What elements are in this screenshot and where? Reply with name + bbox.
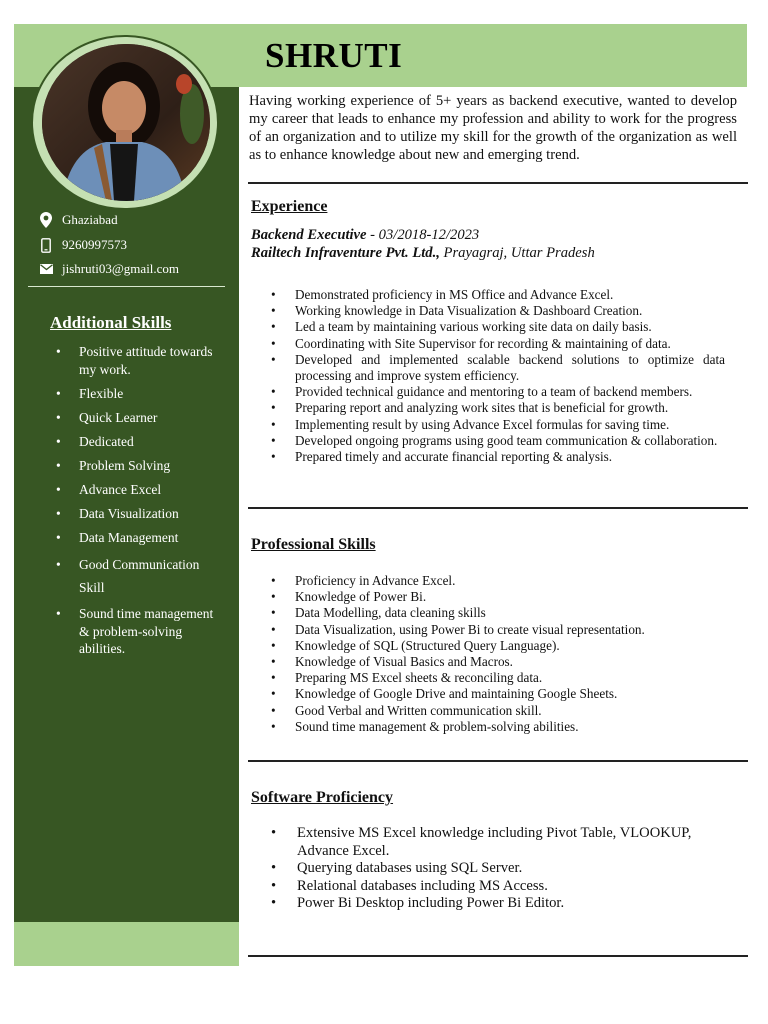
- profile-photo: [42, 44, 210, 201]
- list-item: • Extensive MS Excel knowledge including Pivot Table, VLOOKUP, Advance Excel.: [271, 825, 719, 860]
- list-item: • Data Visualization: [56, 505, 226, 523]
- location-text: Ghaziabad: [62, 212, 118, 227]
- software-proficiency-title: Software Proficiency: [251, 789, 394, 806]
- contact-phone: [38, 237, 127, 253]
- experience-list: [271, 287, 725, 465]
- list-item: • Working knowledge in Data Visualization & Dashboard Creation.: [271, 303, 725, 319]
- mail-icon: [38, 264, 54, 274]
- additional-skills-list: [56, 343, 226, 664]
- job-dates: - 03/2018-12/2023: [366, 227, 480, 243]
- section-divider: [248, 507, 748, 509]
- location-pin-icon: [38, 212, 54, 228]
- list-item: • Demonstrated proficiency in MS Office and Advance Excel.: [271, 287, 725, 303]
- list-item: • Implementing result by using Advance Excel formulas for saving time.: [271, 417, 725, 433]
- professional-skills-title: Professional Skills: [251, 536, 376, 553]
- section-divider: [248, 955, 748, 957]
- list-item: • Knowledge of Google Drive and maintaining Google Sheets.: [271, 686, 725, 702]
- list-item: • Relational databases including MS Access.: [271, 878, 719, 896]
- job-role: Backend Executive: [251, 227, 367, 243]
- list-item: • Knowledge of Visual Basics and Macros.: [271, 654, 725, 670]
- list-item: • Data Visualization, using Power Bi to create visual representation.: [271, 622, 725, 638]
- list-item: • Advance Excel: [56, 481, 226, 499]
- section-divider: [248, 182, 748, 184]
- list-item: • Preparing MS Excel sheets & reconciling data.: [271, 670, 725, 686]
- list-item: • Prepared timely and accurate financial reporting & analysis.: [271, 449, 725, 465]
- section-divider: [248, 760, 748, 762]
- list-item: • Good Communication Skill: [56, 553, 226, 599]
- list-item: • Good Verbal and Written communication skill.: [271, 703, 725, 719]
- list-item: • Preparing report and analyzing work sites that is beneficial for growth.: [271, 400, 725, 416]
- company-name: Railtech Infraventure Pvt. Ltd.,: [251, 245, 440, 261]
- contact-email: [38, 261, 179, 277]
- list-item: • Led a team by maintaining various working site data on daily basis.: [271, 319, 725, 335]
- experience-title: Experience: [251, 198, 328, 215]
- list-item: • Querying databases using SQL Server.: [271, 860, 719, 878]
- list-item: • Provided technical guidance and mentoring to a team of backend members.: [271, 384, 725, 400]
- list-item: • Quick Learner: [56, 409, 226, 427]
- list-item: • Data Management: [56, 529, 226, 547]
- email-text[interactable]: jishruti03@gmail.com: [62, 261, 180, 276]
- phone-text: 9260997573: [62, 237, 127, 252]
- list-item: • Dedicated: [56, 433, 226, 451]
- list-item: • Sound time management & problem-solving abilities.: [56, 605, 226, 658]
- list-item: • Knowledge of Power Bi.: [271, 589, 725, 605]
- list-item: • Flexible: [56, 385, 226, 403]
- list-item: • Positive attitude towards my work.: [56, 343, 226, 378]
- list-item: • Power Bi Desktop including Power Bi Editor.: [271, 895, 719, 913]
- list-item: • Proficiency in Advance Excel.: [271, 573, 725, 589]
- list-item: • Sound time management & problem-solving abilities.: [271, 719, 725, 735]
- candidate-name: SHRUTI: [265, 36, 403, 75]
- list-item: • Coordinating with Site Supervisor for recording & maintaining of data.: [271, 336, 725, 352]
- list-item: • Developed and implemented scalable backend solutions to optimize data processing and improve system efficiency.: [271, 352, 725, 384]
- additional-skills-title: Additional Skills: [50, 313, 172, 332]
- company-line: [251, 245, 595, 262]
- sidebar-footer-band: [14, 922, 239, 966]
- list-item: • Problem Solving: [56, 457, 226, 475]
- list-item: • Developed ongoing programs using good team communication & collaboration.: [271, 433, 725, 449]
- professional-skills-list: [271, 573, 725, 735]
- job-title-line: [251, 227, 479, 244]
- software-proficiency-list: [271, 825, 719, 913]
- phone-icon: [38, 238, 54, 253]
- contact-location: [38, 212, 118, 228]
- contact-divider: [28, 286, 225, 287]
- career-summary: Having working experience of 5+ years as backend executive, wanted to develop my career that leads to enhance my profession and ability to work for the progress of an organization and to utilize my skill for the growth of the organization as well as to enhance knowledge about new and emerging trend.: [249, 93, 737, 163]
- list-item: • Knowledge of SQL (Structured Query Language).: [271, 638, 725, 654]
- list-item: • Data Modelling, data cleaning skills: [271, 605, 725, 621]
- company-location: Prayagraj, Uttar Pradesh: [439, 245, 595, 261]
